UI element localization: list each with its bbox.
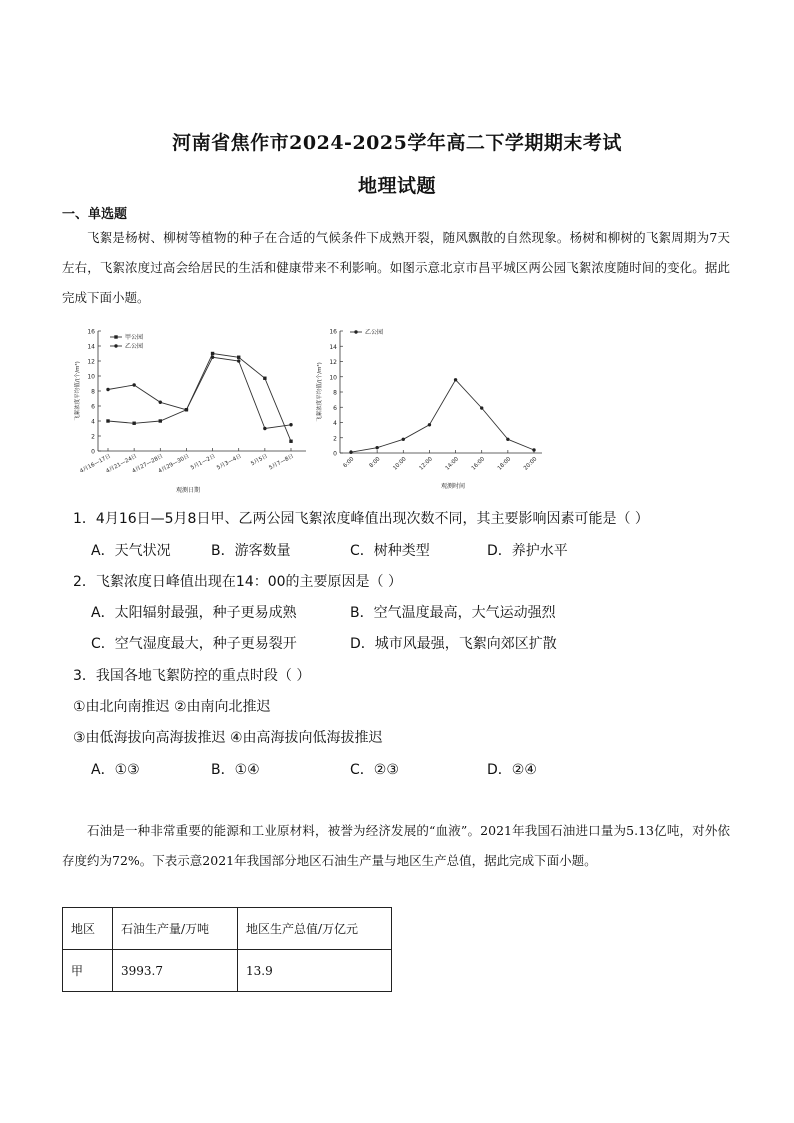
q1-option-b[interactable]: B．游客数量	[211, 543, 291, 559]
x-tick-label: 20:00	[522, 456, 539, 472]
section-heading: 一、单选题	[62, 207, 128, 222]
y-tick-label: 12	[329, 359, 337, 366]
series-line	[351, 380, 534, 452]
q3-option-a[interactable]: A．①③	[91, 762, 140, 778]
y-tick-label: 14	[87, 343, 95, 351]
x-tick-label: 6:00	[342, 456, 356, 470]
table-cell: 甲	[63, 950, 113, 992]
x-tick-label: 10:00	[392, 456, 408, 472]
data-point	[211, 352, 214, 355]
legend-label: 乙公园	[125, 343, 144, 351]
x-tick-label: 4月27—28日	[131, 453, 165, 475]
y-tick-label: 14	[329, 343, 337, 351]
legend-marker	[114, 335, 117, 338]
table-header-row	[63, 908, 392, 950]
y-tick-label: 2	[333, 435, 337, 443]
y-tick-label: 8	[333, 389, 337, 397]
y-tick-label: 4	[91, 418, 95, 426]
q3-option-b[interactable]: B．①④	[211, 762, 260, 778]
table-header-cell: 地区生产总值/万亿元	[238, 908, 392, 950]
x-tick-label: 5月1—2日	[189, 453, 217, 472]
table-cell: 3993.7	[113, 950, 238, 992]
y-tick-label: 2	[91, 433, 95, 441]
x-tick-label: 4月29—30日	[157, 453, 191, 475]
chart-left	[70, 322, 310, 494]
q2-option-b[interactable]: B．空气温度最高，大气运动强烈	[350, 605, 556, 621]
data-point	[428, 423, 431, 426]
x-tick-label: 12:00	[418, 456, 434, 472]
q2-option-a[interactable]: A．太阳辐射最强，种子更易成熟	[91, 605, 297, 621]
data-point	[532, 448, 535, 451]
data-point	[506, 438, 509, 441]
data-point	[289, 423, 292, 426]
data-point	[159, 419, 162, 422]
data-point	[132, 383, 135, 386]
chart-right	[310, 322, 550, 494]
y-tick-label: 12	[87, 358, 95, 366]
q3-statements-2: ③由低海拔向高海拔推迟 ④由高海拔向低海拔推迟	[73, 730, 383, 746]
table-row	[63, 950, 392, 992]
series-line	[108, 357, 291, 428]
passage-2: 石油是一种非常重要的能源和工业原材料，被誉为经济发展的“血液”。2021年我国石油进口量为5.13亿吨，对外依存度约为72%。下表示意2021年我国部分地区石油生产量与地区生产总值，据此完成下面小题。	[62, 823, 730, 868]
data-point	[349, 451, 352, 454]
data-point	[237, 359, 240, 362]
y-tick-label: 0	[333, 450, 337, 458]
x-axis-label: 观测时间	[440, 483, 466, 490]
question-1-stem: 1．4月16日—5月8日甲、乙两公园飞絮浓度峰值出现次数不同，其主要影响因素可能是（ ）	[73, 511, 649, 527]
question-3-stem: 3．我国各地飞絮防控的重点时段（ ）	[73, 668, 311, 684]
data-point	[106, 419, 109, 422]
y-tick-label: 16	[87, 328, 95, 336]
data-point	[132, 422, 135, 425]
table-cell: 13.9	[238, 950, 392, 992]
legend-marker	[354, 330, 357, 333]
y-axis-label: 飞絮浓度平均值/(个/m³)	[75, 361, 81, 421]
legend-label: 乙公园	[365, 329, 384, 337]
x-tick-label: 5月3—4日	[215, 453, 243, 472]
x-tick-label: 8:00	[368, 456, 382, 470]
y-tick-label: 8	[91, 388, 95, 396]
data-point	[185, 408, 188, 411]
data-point	[480, 406, 483, 409]
data-point	[263, 427, 266, 430]
x-tick-label: 14:00	[444, 456, 460, 472]
question-2-stem: 2．飞絮浓度日峰值出现在14：00的主要原因是（ ）	[73, 574, 402, 590]
q1-option-d[interactable]: D．养护水平	[487, 543, 568, 559]
q3-option-c[interactable]: C．②③	[350, 762, 399, 778]
page-title: 河南省焦作市2024-2025学年高二下学期期末考试	[172, 132, 622, 154]
y-tick-label: 0	[91, 448, 95, 456]
data-point	[106, 388, 109, 391]
data-point	[454, 378, 457, 381]
data-point	[289, 440, 292, 443]
oil-table	[62, 907, 392, 992]
y-tick-label: 4	[333, 420, 337, 427]
q2-option-c[interactable]: C．空气湿度最大，种子更易裂开	[91, 636, 297, 652]
x-tick-label: 4月21—24日	[105, 453, 139, 475]
y-tick-label: 16	[329, 328, 337, 336]
data-point	[159, 401, 162, 404]
x-tick-label: 5月5日	[250, 453, 269, 468]
data-point	[237, 356, 240, 359]
x-axis-label: 观测日期	[175, 487, 201, 494]
q1-option-a[interactable]: A．天气状况	[91, 543, 171, 559]
passage-1: 飞絮是杨树、柳树等植物的种子在合适的气候条件下成熟开裂，随风飘散的自然现象。杨树和柳树的飞絮周期为7天左右，飞絮浓度过高会给居民的生活和健康带来不利影响。如图示意北京市昌平城区两公园飞絮浓度随时间的变化。据此完成下面小题。	[62, 230, 730, 305]
table-header-cell: 石油生产量/万吨	[113, 908, 238, 950]
q1-option-c[interactable]: C．树种类型	[350, 543, 430, 559]
y-tick-label: 10	[329, 374, 337, 382]
y-tick-label: 10	[87, 373, 95, 381]
q3-option-d[interactable]: D．②④	[487, 762, 537, 778]
data-point	[375, 446, 378, 449]
data-point	[263, 377, 266, 380]
y-tick-label: 6	[91, 403, 95, 411]
x-tick-label: 16:00	[470, 456, 487, 472]
data-point	[402, 438, 405, 441]
y-axis-label: 飞絮浓度平均值/(个/m³)	[317, 362, 323, 422]
x-tick-label: 5月7—8日	[268, 453, 295, 472]
x-tick-label: 4月16—17日	[79, 453, 112, 475]
table-header-cell: 地区	[63, 908, 113, 950]
q2-option-d[interactable]: D．城市风最强，飞絮向郊区扩散	[350, 636, 557, 652]
q3-statements-1: ①由北向南推迟 ②由南向北推迟	[73, 699, 271, 715]
data-point	[211, 356, 214, 359]
legend-marker	[114, 344, 117, 347]
y-tick-label: 6	[333, 404, 337, 412]
page-subtitle: 地理试题	[357, 175, 436, 197]
legend-label: 甲公园	[125, 334, 144, 342]
x-tick-label: 18:00	[496, 456, 513, 472]
